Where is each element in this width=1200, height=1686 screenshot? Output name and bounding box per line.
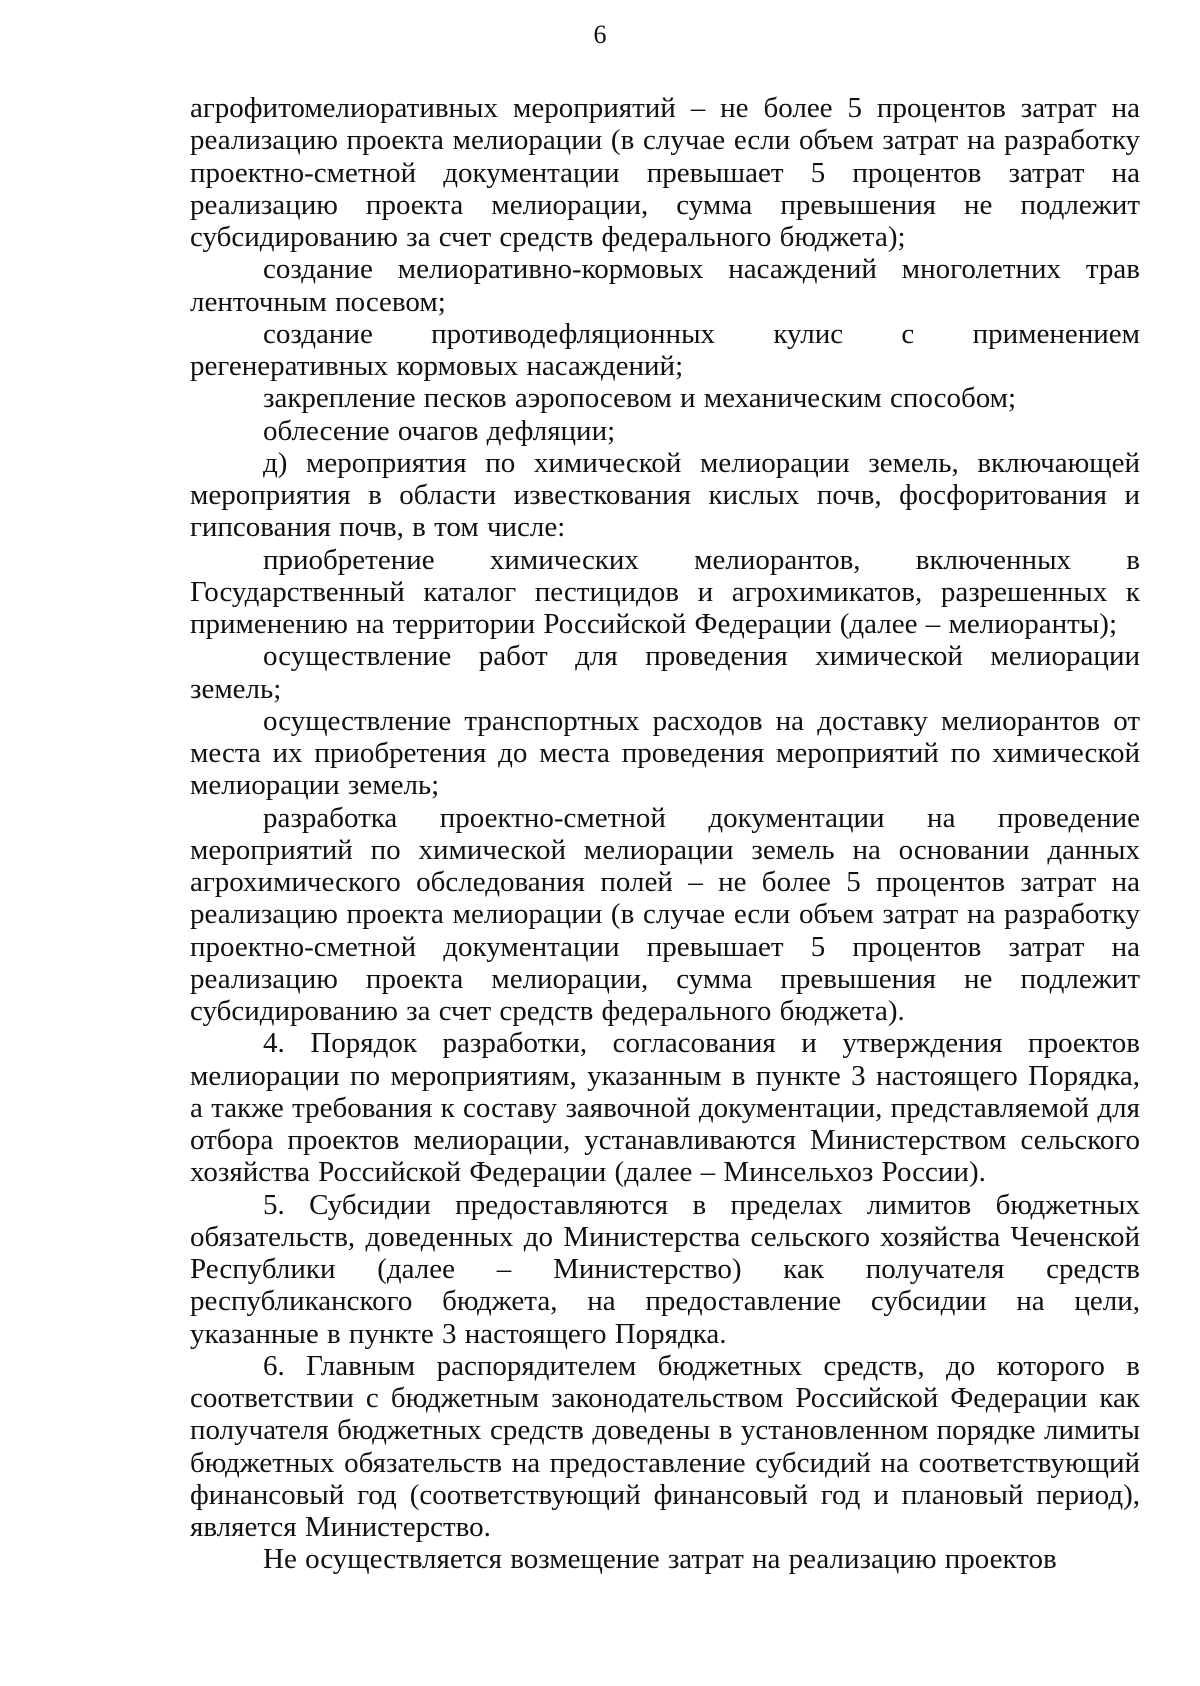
paragraph: Не осуществляется возмещение затрат на реализацию проектов [263,1543,1057,1576]
paragraph: приобретение химических мелиорантов, включенных в Государственный каталог пестицидов и агрохимикатов, разрешенных к применению на территории Российской Федерации (далее – мелиоранты); [190,543,1140,640]
paragraph-item-6: 6. Главным распорядителем бюджетных средств, до которого в соответствии с бюджетным законодательством Российской Федерации как получателя бюджетных средств доведены в установленном порядке лимиты бюджетных обязательств на предоставление субсидий на соответствующий финансовый год (соответствующий финансовый год и плановый период), является Министерство. [190,1349,1140,1543]
page-number: 6 [593,20,607,49]
document-body [190,92,1140,1576]
paragraph-item-4: 4. Порядок разработки, согласования и утверждения проектов мелиорации по мероприятиям, указанным в пункте 3 настоящего Порядка, а также требования к составу заявочной документации, представляемой для отбора проектов мелиорации, устанавливаются Министерством сельского хозяйства Российской Федерации (далее – Минсельхоз России). [190,1027,1140,1189]
paragraph: д) мероприятия по химической мелиорации земель, включающей мероприятия в области известкования кислых почв, фосфоритования и гипсования почв, в том числе: [190,446,1140,544]
paragraph: разработка проектно-сметной документации на проведение мероприятий по химической мелиорации земель на основании данных агрохимического обследования полей – не более 5 процентов затрат на реализацию проекта мелиорации (в случае если объем затрат на разработку проектно-сметной документации превышает 5 процентов затрат на реализацию проекта мелиорации, сумма превышения не подлежит субсидированию за счет средств федерального бюджета). [190,801,1140,1027]
paragraph: осуществление работ для проведения химической мелиорации земель; [190,640,1140,705]
paragraph: закрепление песков аэропосевом и механическим способом; [263,382,1017,415]
paragraph-continuation: агрофитомелиоративных мероприятий – не более 5 процентов затрат на реализацию проекта мелиорации (в случае если объем затрат на разработку проектно-сметной документации превышает 5 процентов затрат на реализацию проекта мелиорации, сумма превышения не подлежит субсидированию за счет средств федерального бюджета); [190,92,1140,253]
paragraph: создание противодефляционных кулис с применением регенеративных кормовых насаждений; [190,317,1140,382]
paragraph-item-5: 5. Субсидии предоставляются в пределах лимитов бюджетных обязательств, доведенных до Министерства сельского хозяйства Чеченской Республики (далее – Министерство) как получателя средств республиканского бюджета, на предоставление субсидии на цели, указанные в пункте 3 настоящего Порядка. [190,1188,1140,1350]
paragraph: создание мелиоративно-кормовых насаждений многолетних трав ленточным посевом; [190,253,1140,318]
paragraph: осуществление транспортных расходов на доставку мелиорантов от места их приобретения до места проведения мероприятий по химической мелиорации земель; [190,704,1140,802]
paragraph: облесение очагов дефляции; [263,414,616,447]
